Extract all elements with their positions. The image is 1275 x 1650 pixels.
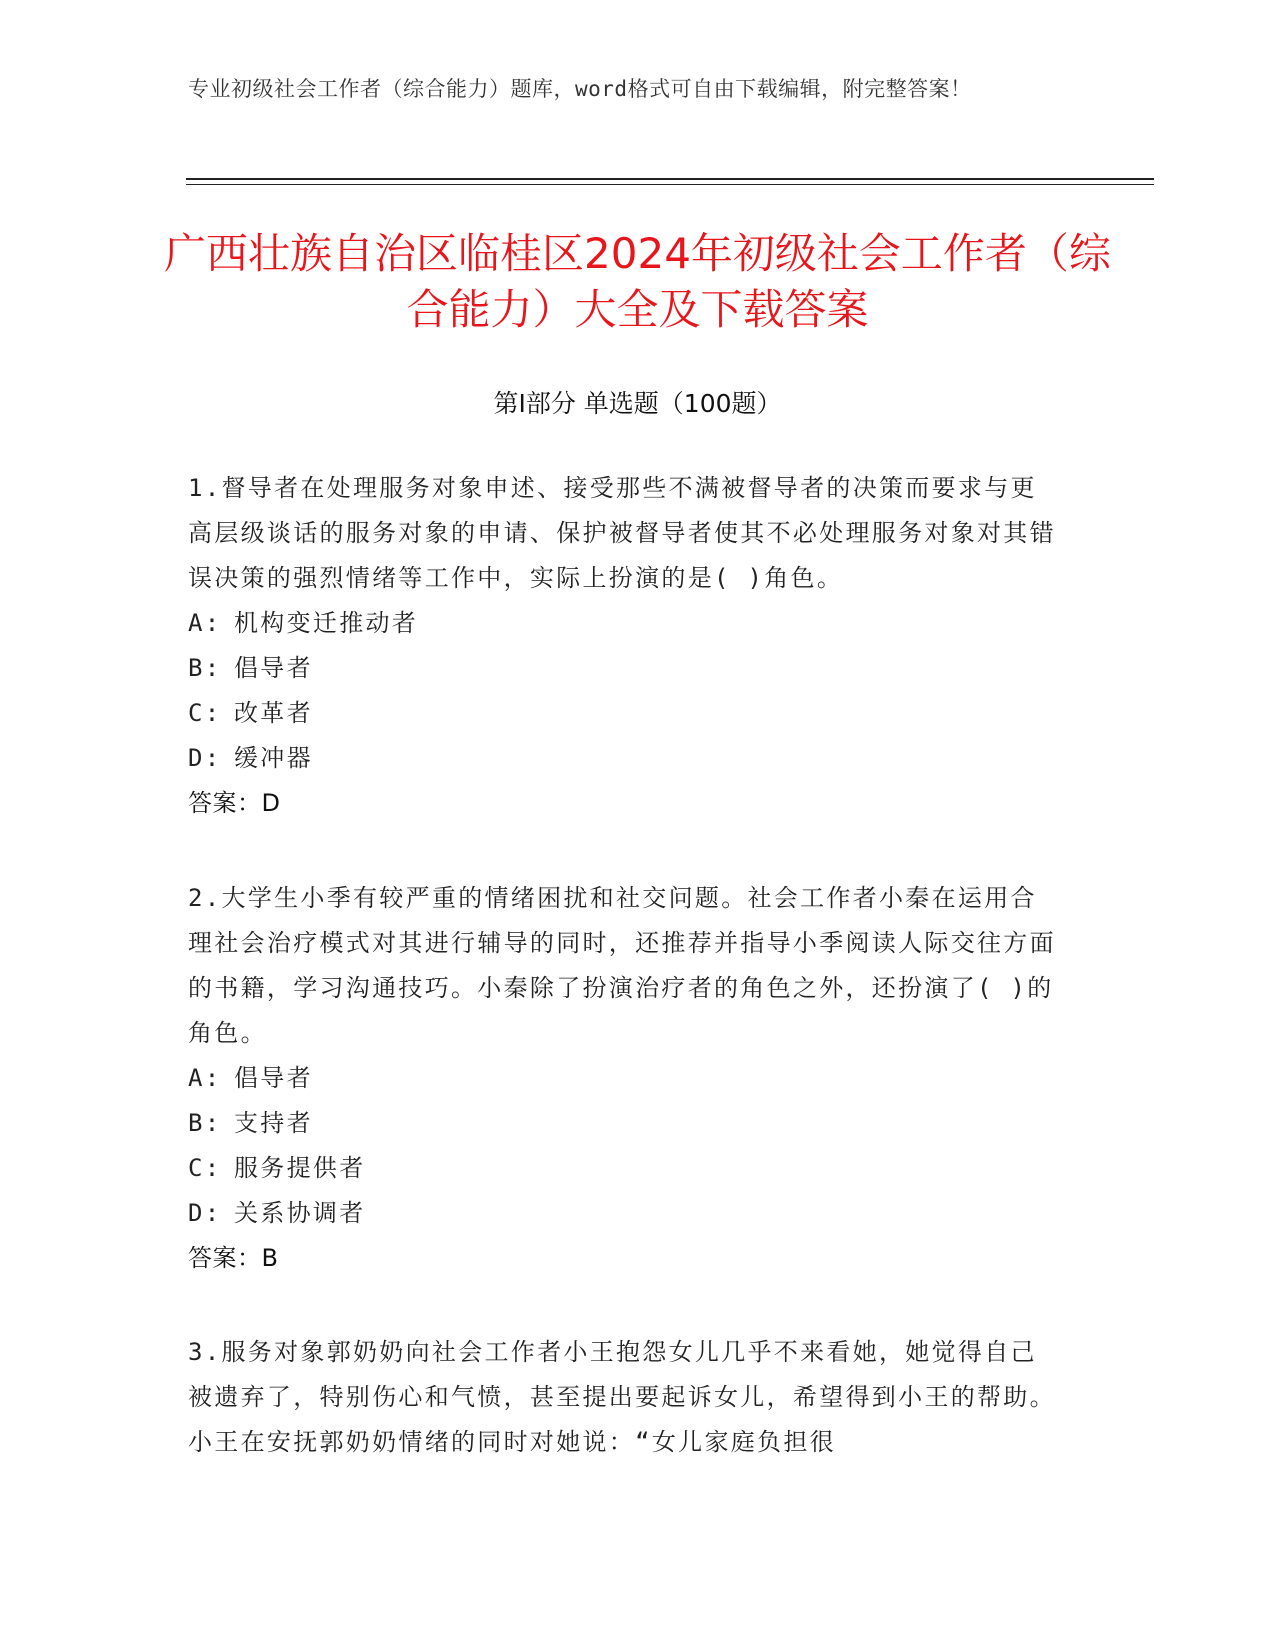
option-letter: D:: [188, 744, 222, 772]
option-c: [188, 691, 1058, 736]
question-stem: 2.大学生小季有较严重的情绪困扰和社交问题。社会工作者小秦在运用合理社会治疗模式对其进行辅导的同时，还推荐并指导小季阅读人际交往方面的书籍，学习沟通技巧。小秦除了扮演治疗者的角色之外，还扮演了( )的角色。: [188, 884, 1056, 1047]
option-c: [188, 1146, 1058, 1191]
question-stem: 1.督导者在处理服务对象申述、接受那些不满被督导者的决策而要求与更高层级谈话的服务对象的申请、保护被督导者使其不必处理服务对象对其错误决策的强烈情绪等工作中，实际上扮演的是( )角色。: [188, 474, 1056, 592]
question-1: [188, 466, 1058, 826]
option-a: [188, 1056, 1058, 1101]
option-letter: A:: [188, 609, 222, 637]
option-b: [188, 646, 1058, 691]
option-letter: B:: [188, 654, 222, 682]
question-2: [188, 876, 1058, 1281]
option-text: 倡导者: [234, 654, 313, 682]
document-title: 广西壮族自治区临桂区2024年初级社会工作者（综合能力）大全及下载答案: [164, 229, 1111, 334]
header-divider-thin: [186, 184, 1154, 185]
header-divider-thick: [186, 178, 1154, 180]
option-d: [188, 1191, 1058, 1236]
option-text: 缓冲器: [234, 744, 313, 772]
option-text: 服务提供者: [234, 1154, 366, 1182]
question-stem: 3.服务对象郭奶奶向社会工作者小王抱怨女儿几乎不来看她，她觉得自己被遗弃了，特别伤心和气愤，甚至提出要起诉女儿，希望得到小王的帮助。小王在安抚郭奶奶情绪的同时对她说：“女儿家庭负担很: [188, 1338, 1056, 1456]
answer-line: 答案：D: [188, 789, 281, 817]
option-a: [188, 601, 1058, 646]
header-note: 专业初级社会工作者（综合能力）题库，word格式可自由下载编辑，附完整答案！: [188, 77, 972, 101]
option-text: 支持者: [234, 1109, 313, 1137]
option-text: 倡导者: [234, 1064, 313, 1092]
option-letter: C:: [188, 699, 222, 727]
section-title: 第I部分 单选题（100题）: [493, 389, 782, 418]
option-d: [188, 736, 1058, 781]
option-letter: A:: [188, 1064, 222, 1092]
option-letter: C:: [188, 1154, 222, 1182]
option-letter: B:: [188, 1109, 222, 1137]
answer-line: 答案：B: [188, 1244, 279, 1272]
option-letter: D:: [188, 1199, 222, 1227]
option-text: 关系协调者: [234, 1199, 366, 1227]
option-text: 机构变迁推动者: [234, 609, 419, 637]
option-text: 改革者: [234, 699, 313, 727]
option-b: [188, 1101, 1058, 1146]
question-3: [188, 1330, 1058, 1465]
